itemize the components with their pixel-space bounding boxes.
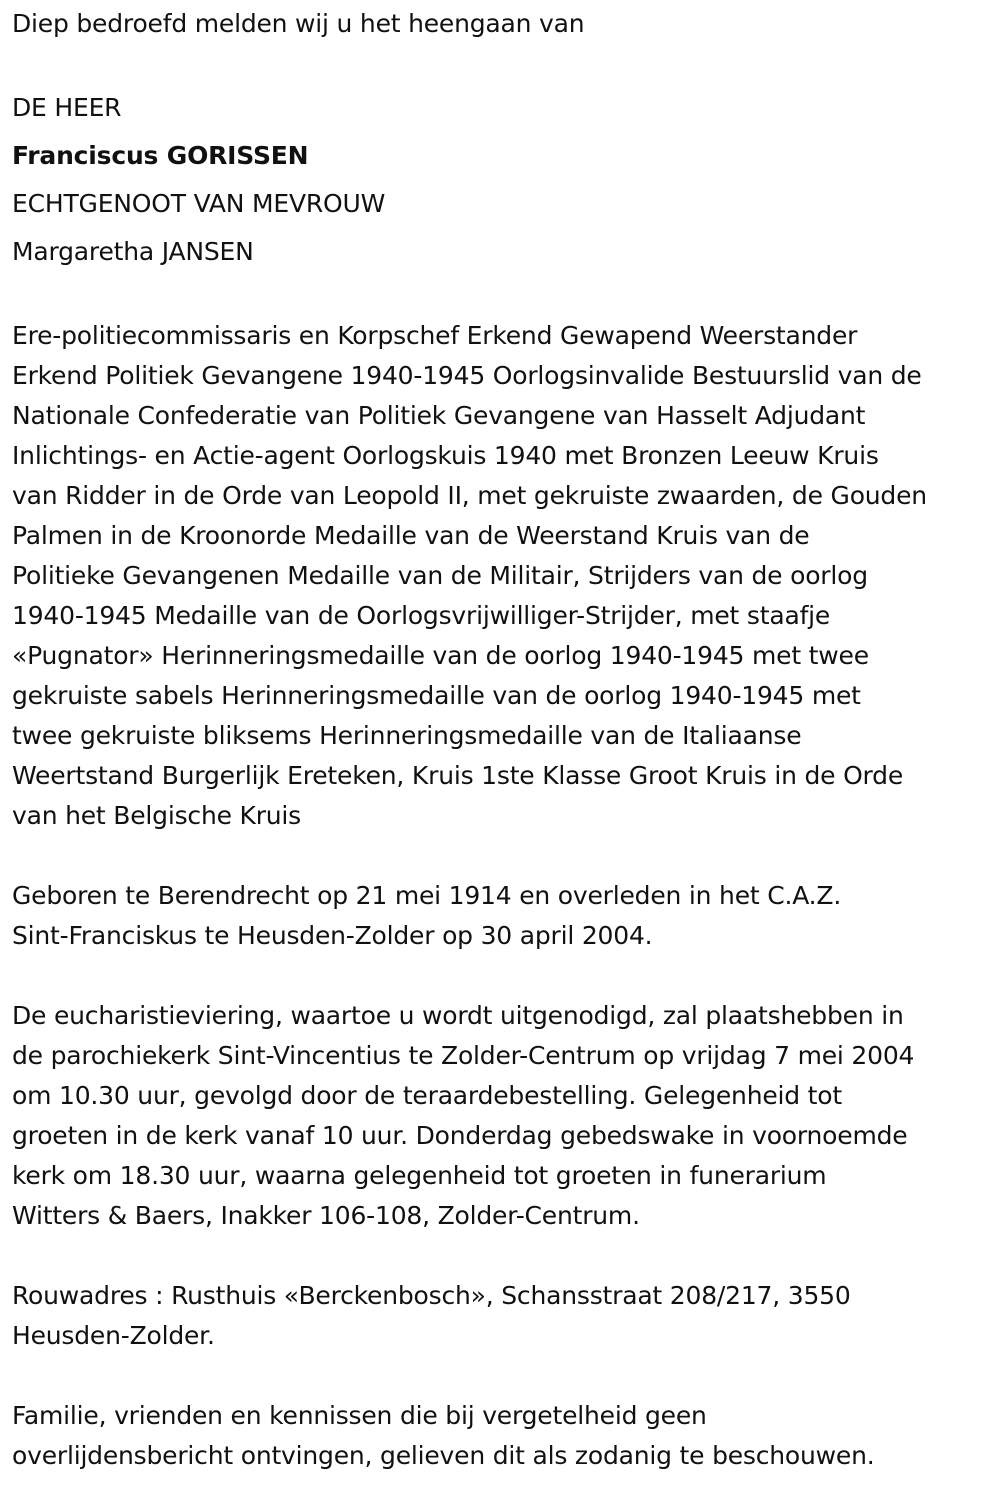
- text-line: 1940-1945 Medaille van de Oorlogsvrijwilliger-Strijder, met staafje: [12, 601, 831, 630]
- birth-death-paragraph: [12, 876, 988, 956]
- text-line: om 10.30 uur, gevolgd door de teraardebestelling. Gelegenheid tot: [12, 1081, 842, 1110]
- text-line: De eucharistieviering, waartoe u wordt uitgenodigd, zal plaatshebben in: [12, 1001, 904, 1030]
- text-line: kerk om 18.30 uur, waarna gelegenheid tot groeten in funerarium: [12, 1161, 827, 1190]
- address-paragraph: [12, 1276, 988, 1356]
- titles-paragraph: [12, 316, 988, 836]
- text-line: Rouwadres : Rusthuis «Berckenbosch», Schansstraat 208/217, 3550: [12, 1281, 851, 1310]
- intro-text: Diep bedroefd melden wij u het heengaan van: [12, 9, 585, 38]
- text-line: Geboren te Berendrecht op 21 mei 1914 en overleden in het C.A.Z.: [12, 881, 842, 910]
- text-line: van het Belgische Kruis: [12, 801, 302, 830]
- deceased-header: [12, 84, 988, 276]
- relation: ECHTGENOOT VAN MEVROUW: [12, 189, 386, 218]
- text-line: gekruiste sabels Herinneringsmedaille van de oorlog 1940-1945 met: [12, 681, 861, 710]
- text-line: van Ridder in de Orde van Leopold II, met gekruiste zwaarden, de Gouden: [12, 481, 927, 510]
- text-line: Erkend Politiek Gevangene 1940-1945 Oorlogsinvalide Bestuurslid van de: [12, 361, 922, 390]
- text-line: Nationale Confederatie van Politiek Gevangene van Hasselt Adjudant: [12, 401, 866, 430]
- text-line: Ere-politiecommissaris en Korpschef Erkend Gewapend Weerstander: [12, 321, 858, 350]
- spouse-name: Margaretha JANSEN: [12, 237, 254, 266]
- text-line: twee gekruiste bliksems Herinneringsmedaille van de Italiaanse: [12, 721, 802, 750]
- text-line: de parochiekerk Sint-Vincentius te Zolder-Centrum op vrijdag 7 mei 2004: [12, 1041, 915, 1070]
- text-line: Sint-Franciskus te Heusden-Zolder op 30 april 2004.: [12, 921, 653, 950]
- text-line: «Pugnator» Herinneringsmedaille van de oorlog 1940-1945 met twee: [12, 641, 869, 670]
- honorific: DE HEER: [12, 93, 122, 122]
- text-line: Politieke Gevangenen Medaille van de Militair, Strijders van de oorlog: [12, 561, 868, 590]
- text-line: groeten in de kerk vanaf 10 uur. Donderdag gebedswake in voornoemde: [12, 1121, 908, 1150]
- closing-paragraph: [12, 1396, 988, 1476]
- text-line: Weertstand Burgerlijk Ereteken, Kruis 1ste Klasse Groot Kruis in de Orde: [12, 761, 904, 790]
- deceased-name: Franciscus GORISSEN: [12, 141, 309, 170]
- text-line: Palmen in de Kroonorde Medaille van de Weerstand Kruis van de: [12, 521, 810, 550]
- text-line: Heusden-Zolder.: [12, 1321, 215, 1350]
- text-line: Witters & Baers, Inakker 106-108, Zolder-Centrum.: [12, 1201, 640, 1230]
- text-line: Familie, vrienden en kennissen die bij vergetelheid geen: [12, 1401, 707, 1430]
- text-line: Inlichtings- en Actie-agent Oorlogskuis 1940 met Bronzen Leeuw Kruis: [12, 441, 879, 470]
- ceremony-paragraph: [12, 996, 988, 1236]
- text-line: overlijdensbericht ontvingen, gelieven dit als zodanig te beschouwen.: [12, 1441, 875, 1470]
